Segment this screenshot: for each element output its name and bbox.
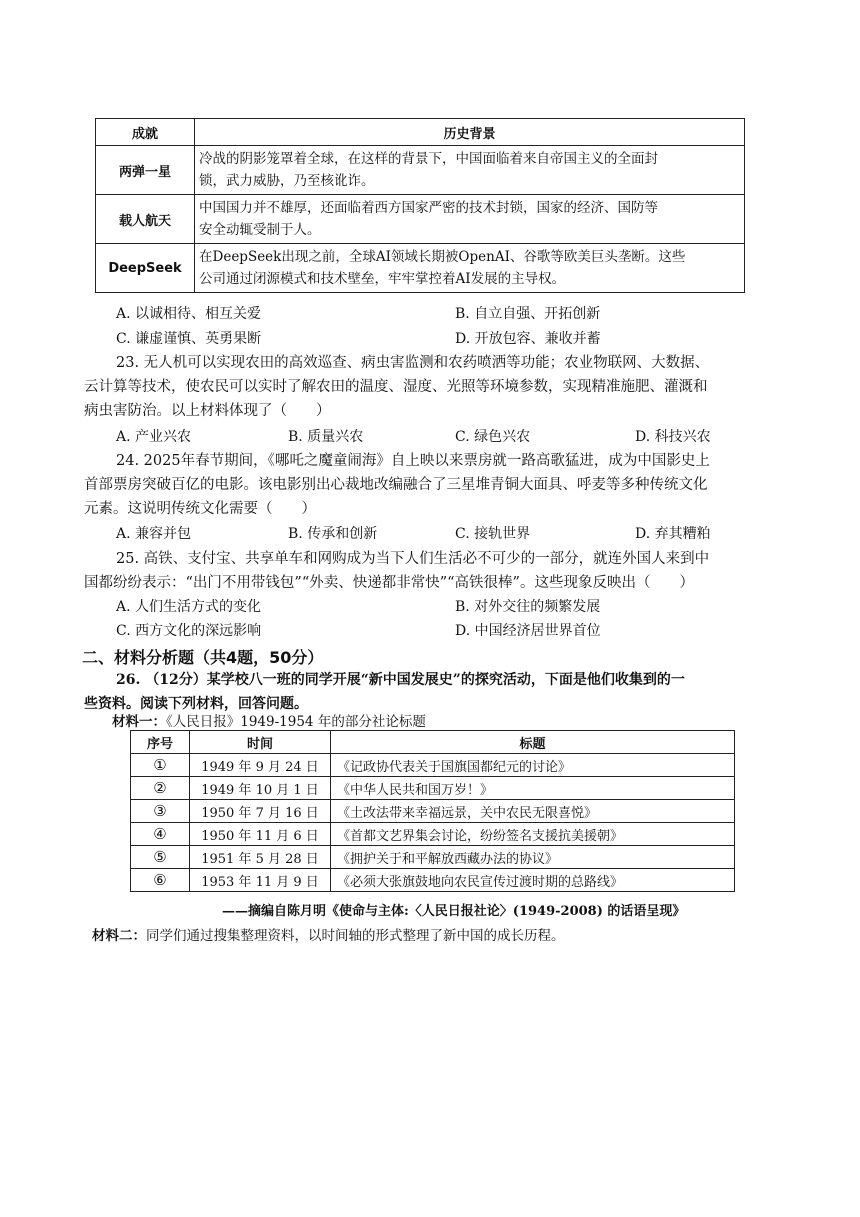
q24-line: 24. 2025年春节期间，《哪吒之魔童闹海》自上映以来票房就一路高歌猛进，成为中国影史上	[116, 453, 710, 469]
achievement-cell: 载人航天	[96, 195, 195, 244]
background-line: 锁，武力威胁，乃至核讹诈。	[199, 173, 375, 189]
row-number: ⑥	[131, 869, 190, 892]
section-title: 二、材料分析题（共4题，50分）	[82, 648, 324, 667]
q25-line: 25. 高铁、支付宝、共享单车和网购成为当下人们生活必不可少的一部分，就连外国人来到中	[116, 551, 710, 567]
table-header: 序号	[131, 731, 190, 754]
row-title: 《中华人民共和国万岁！》	[331, 777, 735, 800]
q25-line: 国都纷纷表示：“出门不用带钱包”“外卖、快递都非常快”“高铁很棒”。这些现象反映出（ ）	[84, 575, 694, 591]
row-number: ⑤	[131, 846, 190, 869]
q23-option-c: C. 绿色兴农	[455, 429, 531, 445]
q23-option-d: D. 科技兴农	[635, 429, 711, 445]
table-header: 标题	[331, 731, 735, 754]
material-label: 材料一：	[112, 714, 166, 730]
row-date: 1951 年 5 月 28 日	[190, 846, 331, 869]
q23-option-b: B. 质量兴农	[288, 429, 364, 445]
row-number: ④	[131, 823, 190, 846]
material-label: 材料二：	[92, 928, 146, 944]
q23-line: 云计算等技术，使农民可以实时了解农田的温度、湿度、光照等环境参数，实现精准施肥、灌溉和	[84, 379, 708, 395]
table-header: 成就	[96, 119, 195, 146]
q24-option-c: C. 接轨世界	[455, 526, 531, 542]
table-row	[131, 800, 735, 823]
row-date: 1950 年 7 月 16 日	[190, 800, 331, 823]
row-number: ②	[131, 777, 190, 800]
row-title: 《记政协代表关于国旗国都纪元的讨论》	[331, 754, 735, 777]
row-date: 1949 年 9 月 24 日	[190, 754, 331, 777]
table-row	[96, 146, 745, 195]
editorial-table	[130, 730, 735, 892]
q22-option-b: B. 自立自强、开拓创新	[455, 306, 601, 322]
row-date: 1949 年 10 月 1 日	[190, 777, 331, 800]
background-cell	[195, 146, 745, 195]
background-line: 安全动辄受制于人。	[199, 222, 321, 238]
background-line: 在DeepSeek出现之前，全球AI领域长期被OpenAI、谷歌等欧美巨头垄断。这些	[199, 249, 686, 265]
table-row	[96, 244, 745, 293]
q23-line: 病虫害防治。以上材料体现了（ ）	[84, 403, 331, 419]
q24-line: 元素。这说明传统文化需要（ ）	[84, 501, 316, 517]
table-row	[131, 846, 735, 869]
row-title: 《首都文艺界集会讨论，纷纷签名支援抗美援朝》	[331, 823, 735, 846]
q22-option-c: C. 谦虚谨慎、英勇果断	[116, 331, 262, 347]
row-title: 《土改法带来幸福远景，关中农民无限喜悦》	[331, 800, 735, 823]
table-row	[131, 869, 735, 892]
q24-option-b: B. 传承和创新	[288, 526, 378, 542]
table-row	[131, 823, 735, 846]
achievements-table	[95, 118, 745, 293]
background-cell	[195, 195, 745, 244]
material-text: 同学们通过搜集整理资料，以时间轴的形式整理了新中国的成长历程。	[146, 928, 565, 944]
row-date: 1953 年 11 月 9 日	[190, 869, 331, 892]
row-title: 《必须大张旗鼓地向农民宣传过渡时期的总路线》	[331, 869, 735, 892]
q25-option-c: C. 西方文化的深远影响	[116, 623, 262, 639]
background-line: 冷战的阴影笼罩着全球，在这样的背景下，中国面临着来自帝国主义的全面封	[199, 151, 658, 167]
q24-line: 首部票房突破百亿的电影。该电影别出心裁地改编融合了三星堆青铜大面具、呼麦等多种传统文化	[84, 477, 708, 493]
achievement-cell: DeepSeek	[96, 244, 195, 293]
material-text: 《人民日报》1949-1954 年的部分社论标题	[166, 714, 426, 730]
q23-line: 23. 无人机可以实现农田的高效巡查、病虫害监测和农药喷洒等功能；农业物联网、大数据、	[116, 355, 710, 371]
table-header: 历史背景	[195, 119, 745, 146]
background-line: 公司通过闭源模式和技术壁垒，牢牢掌控着AI发展的主导权。	[199, 271, 566, 287]
table-row	[131, 754, 735, 777]
q25-option-a: A. 人们生活方式的变化	[116, 599, 262, 615]
row-date: 1950 年 11 月 6 日	[190, 823, 331, 846]
source-citation: ——摘编自陈月明《使命与主体:〈人民日报社论〉(1949-2008) 的话语呈现》	[222, 904, 686, 919]
q24-option-d: D. 弃其糟粕	[635, 526, 711, 542]
q23-option-a: A. 产业兴农	[116, 429, 192, 445]
table-row	[131, 777, 735, 800]
q26-line: 些资料。阅读下列材料，回答问题。	[84, 696, 308, 712]
q24-option-a: A. 兼容并包	[116, 526, 192, 542]
background-cell	[195, 244, 745, 293]
table-row	[96, 195, 745, 244]
q26-line: 26. （12分）某学校八一班的同学开展“新中国发展史”的探究活动，下面是他们收集到的一	[116, 672, 685, 688]
material-one	[112, 710, 426, 730]
row-title: 《拥护关于和平解放西藏办法的协议》	[331, 846, 735, 869]
background-line: 中国国力并不雄厚，还面临着西方国家严密的技术封锁，国家的经济、国防等	[199, 200, 658, 216]
q25-option-d: D. 中国经济居世界首位	[455, 623, 601, 639]
q22-option-d: D. 开放包容、兼收并蓄	[455, 331, 601, 347]
q25-option-b: B. 对外交往的频繁发展	[455, 599, 601, 615]
row-number: ③	[131, 800, 190, 823]
table-header: 时间	[190, 731, 331, 754]
row-number: ①	[131, 754, 190, 777]
achievement-cell: 两弹一星	[96, 146, 195, 195]
q22-option-a: A. 以诚相待、相互关爱	[116, 306, 262, 322]
material-two	[92, 924, 565, 944]
